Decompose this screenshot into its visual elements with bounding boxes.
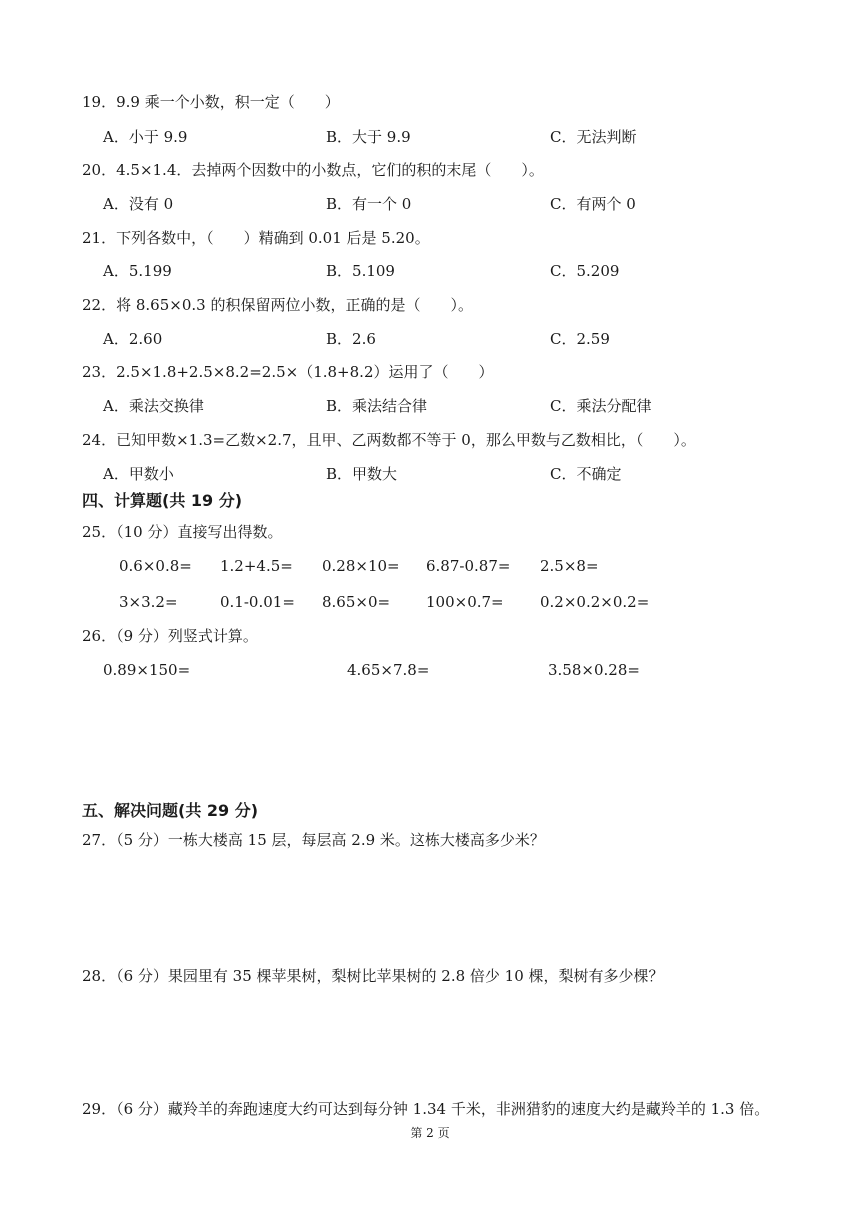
question-21-stem: 21．下列各数中，（ ）精确到 0.01 后是 5.20。 [82,229,430,247]
mental-calc-item: 0.2×0.2×0.2= [540,593,650,611]
question-21-option-c: C．5.209 [550,262,620,280]
mental-calc-item: 0.1-0.01= [220,593,295,611]
mental-calc-item: 2.5×8= [540,557,599,575]
question-21-option-a: A．5.199 [103,262,172,280]
question-19-option-c: C．无法判断 [550,128,637,146]
question-24-option-c: C．不确定 [550,465,622,483]
mental-calc-item: 8.65×0= [322,593,391,611]
question-21-option-b: B．5.109 [326,262,395,280]
question-22-option-a: A．2.60 [103,330,163,348]
question-19-stem: 19．9.9 乘一个小数，积一定（ ） [82,93,340,111]
vertical-calc-item: 0.89×150= [103,661,191,679]
question-27-stem: 27．（5 分）一栋大楼高 15 层，每层高 2.9 米。这栋大楼高多少米？ [82,831,545,849]
mental-calc-item: 1.2+4.5= [220,557,293,575]
mental-calc-item: 6.87-0.87= [426,557,511,575]
question-22-stem: 22．将 8.65×0.3 的积保留两位小数，正确的是（ ）。 [82,296,473,314]
question-20-stem: 20．4.5×1.4．去掉两个因数中的小数点，它们的积的末尾（ ）。 [82,161,544,179]
page-number: 第 2 页 [410,1126,450,1140]
question-25-stem: 25．（10 分）直接写出得数。 [82,523,283,541]
question-23-stem: 23．2.5×1.8+2.5×8.2=2.5×（1.8+8.2）运用了（ ） [82,363,494,381]
mental-calc-item: 0.6×0.8= [119,557,192,575]
question-19-option-a: A．小于 9.9 [103,128,188,146]
question-24-option-b: B．甲数大 [326,465,398,483]
question-22-option-b: B．2.6 [326,330,376,348]
question-20-option-a: A．没有 0 [103,195,174,213]
question-24-stem: 24．已知甲数×1.3=乙数×2.7，且甲、乙两数都不等于 0，那么甲数与乙数相比，（ ）。 [82,431,696,449]
mental-calc-item: 100×0.7= [426,593,504,611]
vertical-calc-item: 3.58×0.28= [548,661,640,679]
question-23-option-c: C．乘法分配律 [550,397,652,415]
mental-calc-item: 0.28×10= [322,557,400,575]
question-22-option-c: C．2.59 [550,330,610,348]
question-20-option-c: C．有两个 0 [550,195,636,213]
question-28-stem: 28．（6 分）果园里有 35 棵苹果树，梨树比苹果树的 2.8 倍少 10 棵，梨树有多少棵？ [82,967,664,985]
question-19-option-b: B．大于 9.9 [326,128,411,146]
question-29-stem: 29．（6 分）藏羚羊的奔跑速度大约可达到每分钟 1.34 千米，非洲猎豹的速度大约是藏羚羊的 1.3 倍。 [82,1100,770,1118]
question-24-option-a: A．甲数小 [103,465,174,483]
question-23-option-a: A．乘法交换律 [103,397,204,415]
question-20-option-b: B．有一个 0 [326,195,412,213]
mental-calc-item: 3×3.2= [119,593,178,611]
question-23-option-b: B．乘法结合律 [326,397,428,415]
question-26-stem: 26．（9 分）列竖式计算。 [82,627,258,645]
vertical-calc-item: 4.65×7.8= [347,661,430,679]
section-4-title: 四、计算题(共 19 分) [82,491,243,510]
section-5-title: 五、解决问题(共 29 分) [82,801,259,820]
